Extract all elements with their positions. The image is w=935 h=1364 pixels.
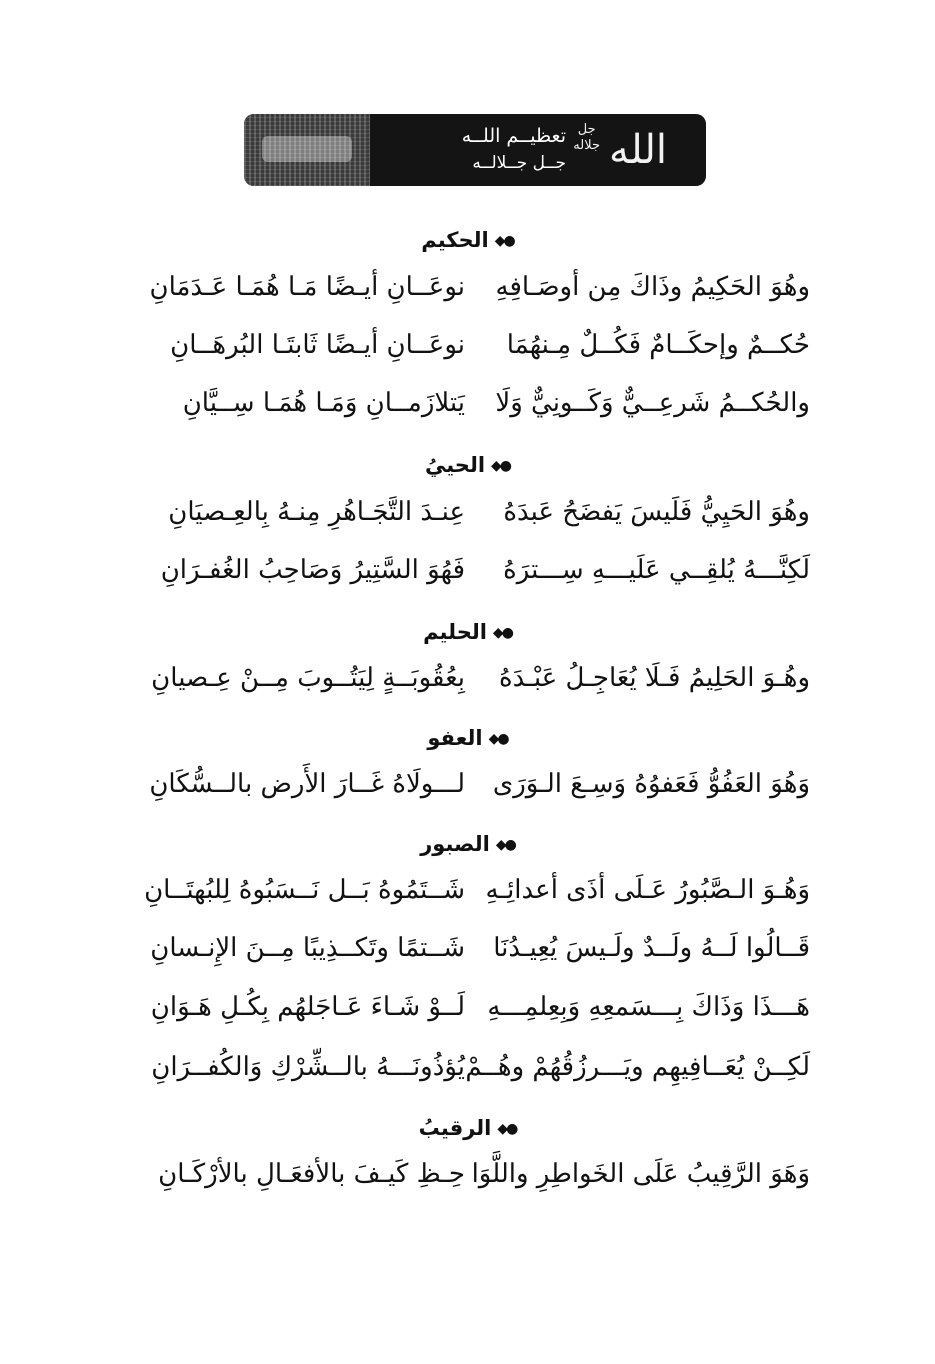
section-title: الحييُ [424, 453, 486, 477]
verse-second-hemistich: لَــوْ شَـاءَ عَـاجَلهُم بِكُـلِ هَـوَانِ [150, 992, 465, 1022]
verse-line [0, 1045, 935, 1089]
header-banner [244, 114, 706, 186]
section-title: الصبور [420, 832, 490, 856]
bullet-icon: ●◆ [491, 458, 511, 474]
section-heading [0, 450, 935, 481]
calligraphy-word: الله [609, 127, 667, 173]
verse-line [0, 926, 935, 970]
section-title: الرقيبُ [418, 1116, 492, 1140]
verse-line [0, 323, 935, 367]
bullet-icon: ●◆ [492, 625, 512, 641]
bullet-icon: ●◆ [497, 1121, 517, 1137]
allah-calligraphy-logo [573, 120, 698, 180]
calligraphy-small-text: جل جلاله [573, 122, 600, 153]
verse-line [0, 265, 935, 309]
verse-line [0, 490, 935, 534]
verse-first-hemistich: وهُـوَ الحَلِيمُ فَـلَا يُعَاجِـلُ عَبْـدَهُ [499, 663, 810, 693]
verse-line [0, 868, 935, 912]
verse-line [0, 548, 935, 592]
verse-second-hemistich: يُؤذُونَـــهُ بالــشِّرْكِ وَالكُفــرَانِ [151, 1052, 465, 1082]
verse-second-hemistich: حِـظِ كَيـفَ بالأفعَـالِ بالأرْكَـانِ [158, 1159, 465, 1189]
verse-line [0, 1152, 935, 1196]
verse-first-hemistich: وَهُوَ العَفُوُّ فَعَفوُهُ وَسِـعَ الـوَرَى [492, 769, 810, 799]
verse-first-hemistich: وهُوَ الحَكِيمُ وذَاكَ مِن أوصَـافِهِ [495, 272, 810, 302]
section-title: الحكيم [421, 228, 489, 252]
verse-second-hemistich: عِنـدَ التَّجَـاهُرِ مِنـهُ بِالعِـصيَانِ [168, 497, 465, 527]
verse-line [0, 762, 935, 806]
verse-second-hemistich: لـــولَاهُ غَــارَ الأَرض بالــسُّكَانِ [149, 769, 465, 799]
verse-second-hemistich: نوعَــانِ أيـضًا ثَابتَـا البُرهَــانِ [170, 330, 465, 360]
section-heading [0, 1113, 935, 1144]
verse-second-hemistich: نوعَــانِ أيـضًا مَـا هُمَـا عَـدَمَانِ [149, 272, 465, 302]
verse-first-hemistich: وَهَوَ الرَّقِيبُ عَلَى الخَواطِرِ واللَّوَا [471, 1159, 810, 1189]
verse-first-hemistich: قَــالُوا لَــهُ ولَــدٌ ولَـيسَ يُعِيـدُنَا [493, 933, 810, 963]
verse-second-hemistich: يَتلازَمــانِ وَمَـا هُمَـا سِــيَّانِ [182, 388, 465, 418]
verse-first-hemistich: حُكــمٌ وإحكَــامٌ فَكُــلٌ مِـنهُمَا [506, 330, 810, 360]
bullet-icon: ●◆ [495, 837, 515, 853]
verse-second-hemistich: بِعُقُوبَــةٍ لِيَتُــوبَ مِــنْ عِـصيانِ [151, 663, 465, 693]
verse-second-hemistich: شَــتمًا وتَكــذِيبًا مِــنَ الإِنـسانِ [150, 933, 465, 963]
section-heading [0, 829, 935, 860]
bullet-icon: ●◆ [488, 731, 508, 747]
verse-second-hemistich: شَــتَمُوهُ بَــل نَــسَبُوهُ لِلبُهتَــانِ [144, 875, 465, 905]
section-heading [0, 225, 935, 256]
verse-first-hemistich: هَـــذَا وَذَاكَ بِـــسَمعِهِ وَبِعِلمِـــهِ [487, 992, 810, 1022]
verse-line [0, 985, 935, 1029]
banner-title [376, 122, 576, 178]
banner-texture-ornament [244, 114, 370, 186]
section-heading [0, 723, 935, 754]
banner-title-line2: جــل جــلالــه [472, 153, 566, 173]
verse-first-hemistich: وَهُـوَ الـصَّبُورُ عَـلَى أذَى أعدائِـهِ [485, 875, 810, 905]
banner-title-line1: تعظيــم اللــه [461, 125, 566, 147]
section-title: الحليم [423, 620, 487, 644]
verse-first-hemistich: لَكِــنْ يُعَــافِيهِم ويَـــرزُقُهُمْ وهُــمْ [465, 1052, 810, 1082]
section-title: العفو [427, 726, 483, 750]
banner-ornament-shape [262, 136, 352, 162]
verse-first-hemistich: والحُكــمُ شَرعِــيٌّ وَكَــونِيٌّ وَلَا [495, 388, 810, 418]
section-heading [0, 617, 935, 648]
verse-first-hemistich: وهُوَ الحَيِيُّ فَلَيسَ يَفضَحُ عَبدَهُ [503, 497, 810, 527]
verse-second-hemistich: فَهُوَ السَّتِيرُ وَصَاحِبُ الغُفـرَانِ [160, 555, 465, 585]
verse-line [0, 656, 935, 700]
bullet-icon: ●◆ [494, 233, 514, 249]
verse-first-hemistich: لَكِنَّـــهُ يُلقِــي عَلَيـــهِ سِـــترَهُ [503, 555, 810, 585]
verse-line [0, 381, 935, 425]
